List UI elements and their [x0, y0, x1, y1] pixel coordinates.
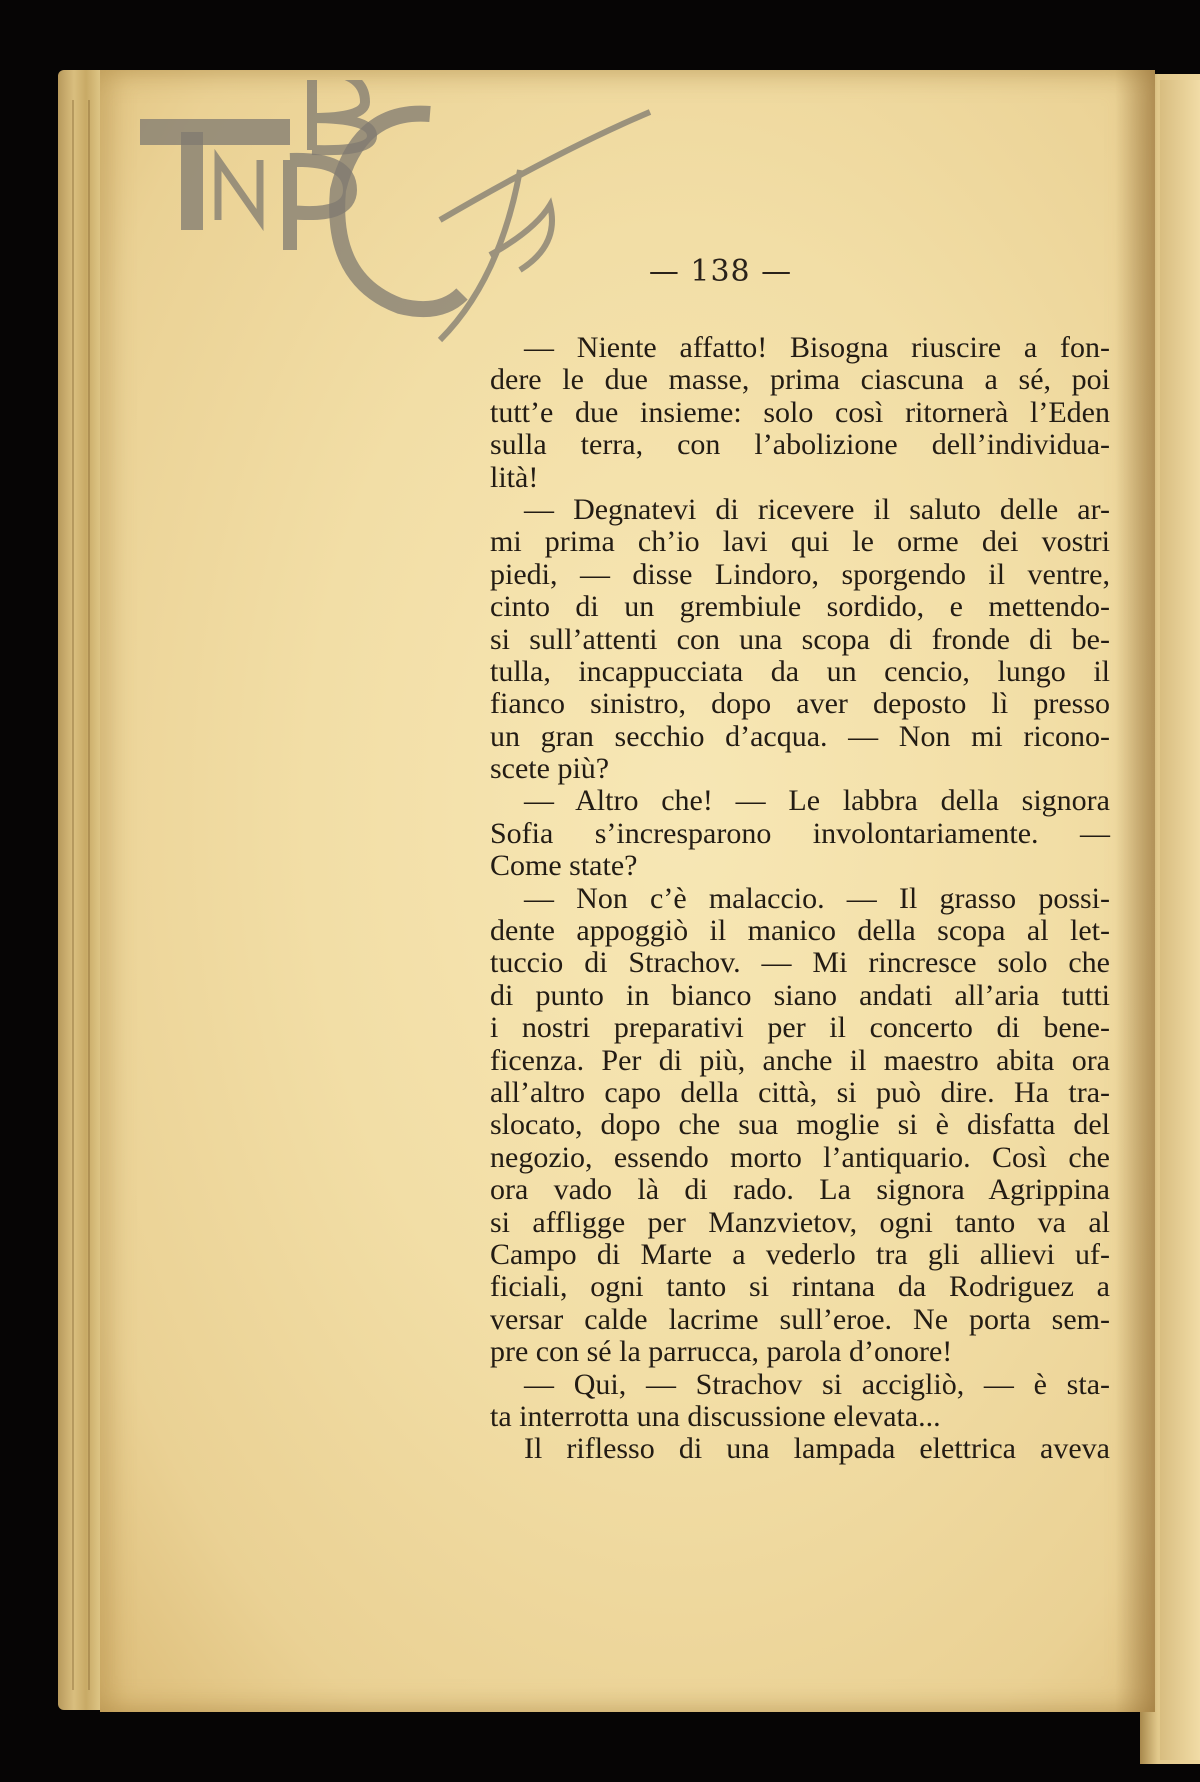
text-line: ora vado là di rado. La signora Agrippina — [490, 1173, 1110, 1207]
text-line: piedi, — disse Lindoro, sporgendo il ventre, — [490, 557, 1110, 591]
text-line: si sull’attenti con una scopa di fronde di be- — [490, 622, 1110, 656]
text-line: Il riflesso di una lampada elettrica aveva — [524, 1432, 1110, 1466]
page-edge-line — [72, 100, 74, 1690]
text-line: ficenza. Per di più, anche il maestro abita ora — [490, 1043, 1110, 1077]
text-line: pre con sé la parrucca, parola d’onore! — [490, 1335, 953, 1369]
text-line: i nostri preparativi per il concerto di bene- — [490, 1011, 1110, 1045]
text-line: — Degnatevi di ricevere il saluto delle ar- — [524, 492, 1110, 526]
page-text — [490, 332, 1110, 1466]
text-line: si affligge per Manzvietov, ogni tanto va al — [490, 1205, 1110, 1239]
text-line: Campo di Marte a vederlo tra gli allievi uf- — [490, 1237, 1110, 1271]
page-edge-line — [88, 100, 90, 1690]
text-line: di punto in bianco siano andati all’aria tutti — [490, 978, 1110, 1012]
text-line: fianco sinistro, dopo aver deposto lì presso — [490, 687, 1110, 721]
text-line: Sofia s’incresparono involontariamente. — — [490, 816, 1110, 850]
text-line: — Non c’è malaccio. — Il grasso possi- — [524, 881, 1110, 915]
text-line: dente appoggiò il manico della scopa al let- — [490, 914, 1110, 948]
back-page-edge-inner — [1160, 80, 1200, 1760]
text-line: Come state? — [490, 849, 638, 883]
text-line: — Qui, — Strachov si accigliò, — è sta- — [524, 1367, 1110, 1401]
text-line: versar calde lacrime sull’eroe. Ne porta sem- — [490, 1302, 1110, 1336]
text-line: all’altro capo della città, si può dire. Ha tra- — [490, 1075, 1110, 1109]
text-line: ta interrotta una discussione elevata... — [490, 1399, 941, 1433]
text-line: sulla terra, con l’abolizione dell’individua- — [490, 428, 1110, 462]
text-line: tuccio di Strachov. — Mi rincresce solo che — [490, 946, 1110, 980]
text-line: lità! — [490, 460, 539, 494]
text-line: dere le due masse, prima ciascuna a sé, poi — [490, 363, 1110, 397]
text-line: mi prima ch’io lavi qui le orme dei vostri — [490, 525, 1110, 559]
text-line: — Altro che! — Le labbra della signora — [524, 784, 1110, 818]
page-number: — 138 — — [648, 254, 793, 289]
gutter-shadow — [1115, 70, 1155, 1712]
text-line: negozio, essendo morto l’antiquario. Così che — [490, 1140, 1110, 1174]
text-line: tulla, incappucciata da un cencio, lungo il — [490, 654, 1110, 688]
text-line: slocato, dopo che sua moglie si è disfatta del — [490, 1108, 1110, 1142]
text-line: tutt’e due insieme: solo così ritornerà l’Eden — [490, 395, 1110, 429]
book-page — [100, 70, 1155, 1712]
text-line: un gran secchio d’acqua. — Non mi ricono- — [490, 719, 1110, 753]
text-line: scete più? — [490, 752, 610, 786]
text-line: cinto di un grembiule sordido, e mettendo- — [490, 590, 1110, 624]
text-line: — Niente affatto! Bisogna riuscire a fon- — [524, 331, 1110, 364]
text-line: ficiali, ogni tanto si rintana da Rodriguez a — [490, 1270, 1110, 1304]
